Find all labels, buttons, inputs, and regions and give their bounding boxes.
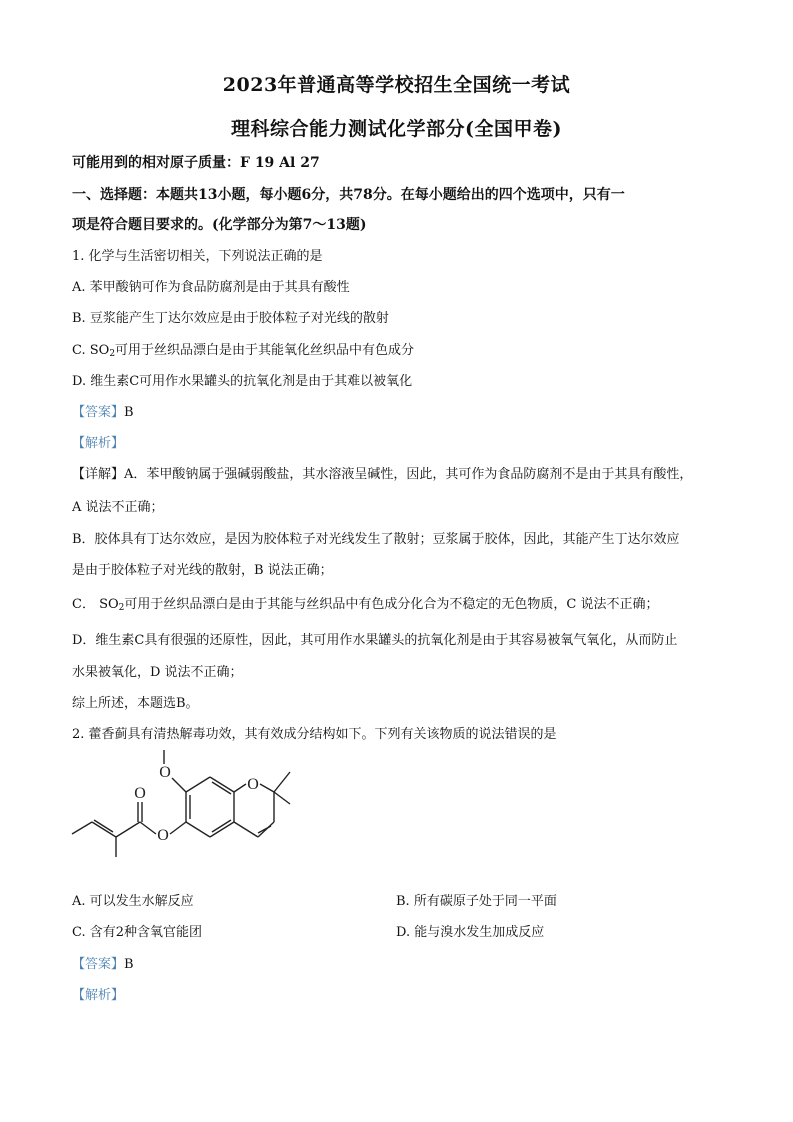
q1-option-d: D. 维生素C可用作水果罐头的抗氧化剂是由于其难以被氧化 xyxy=(72,374,413,389)
detail-tag: 【详解】 xyxy=(72,467,125,482)
doc-subtitle: 理科综合能力测试化学部分(全国甲卷) xyxy=(231,118,562,140)
subscript: 2 xyxy=(118,603,125,613)
q1-option-c-suffix: 可用于丝织品漂白是由于其能氧化丝织品中有色成分 xyxy=(115,343,415,358)
q1-summary: 综上所述，本题选B。 xyxy=(72,696,199,711)
q1-option-b: B. 豆浆能产生丁达尔效应是由于胶体粒子对光线的散射 xyxy=(72,311,389,326)
q2-answer xyxy=(72,953,134,972)
q1-option-a: A. 苯甲酸钠可作为食品防腐剂是由于其具有酸性 xyxy=(72,280,350,295)
q2-option-c: C. 含有2种含氧官能团 xyxy=(72,925,203,940)
q2-stem: 2. 藿香蓟具有清热解毒功效，其有效成分结构如下。下列有关该物质的说法错误的是 xyxy=(72,727,557,742)
detail-text: A．苯甲酸钠属于强碱弱酸盐，其水溶液呈碱性，因此，其可作为食品防腐剂不是由于其具有酸性， xyxy=(124,467,693,482)
q1-option-c xyxy=(72,339,414,359)
q1-stem: 1. 化学与生活密切相关，下列说法正确的是 xyxy=(72,249,323,264)
q1-detail-d2: 水果被氧化，D 说法不正确； xyxy=(72,665,243,680)
detail-c-prefix: C． SO xyxy=(72,597,119,612)
subscript: 2 xyxy=(109,349,116,359)
oxygen-label: O xyxy=(247,776,259,793)
answer-value: B xyxy=(124,957,134,972)
section-instructions-1: 一、选择题：本题共13小题，每小题6分，共78分。在每小题给出的四个选项中，只有一 xyxy=(72,187,625,203)
section-instructions-2: 项是符合题目要求的。(化学部分为第7～13题) xyxy=(72,217,367,233)
oxygen-label: O xyxy=(157,827,169,844)
q2-option-a: A. 可以发生水解反应 xyxy=(72,894,194,909)
chemical-structure-diagram xyxy=(68,742,308,857)
doc-title: 2023年普通高等学校招生全国统一考试 xyxy=(222,74,571,96)
answer-value: B xyxy=(124,405,134,420)
oxygen-label: O xyxy=(159,764,171,781)
q2-option-b: B. 所有碳原子处于同一平面 xyxy=(396,894,557,909)
detail-c-suffix: 可用于丝织品漂白是由于其能与丝织品中有色成分化合为不稳定的无色物质，C 说法不正确； xyxy=(124,597,659,612)
atomic-mass-note: 可能用到的相对原子质量：F 19 Al 27 xyxy=(72,155,320,171)
q1-detail-a1 xyxy=(72,463,692,482)
q1-option-c-prefix: C. SO xyxy=(72,343,110,358)
q1-detail-b2: 是由于胶体粒子对光线的散射，B 说法正确； xyxy=(72,563,333,578)
answer-tag: 【答案】 xyxy=(72,957,125,972)
oxygen-label: O xyxy=(134,785,146,802)
q2-option-d: D. 能与溴水发生加成反应 xyxy=(396,925,545,940)
q1-answer xyxy=(72,401,134,420)
q1-detail-c xyxy=(72,593,658,613)
q1-detail-b1: B．胶体具有丁达尔效应，是因为胶体粒子对光线发生了散射；豆浆属于胶体，因此，其能产生丁达尔效应 xyxy=(72,532,680,547)
answer-tag: 【答案】 xyxy=(72,405,125,420)
q2-analysis-tag: 【解析】 xyxy=(72,988,125,1003)
q1-detail-d1: D．维生素C具有很强的还原性，因此，其可用作水果罐头的抗氧化剂是由于其容易被氧气氧化，从而防止 xyxy=(72,633,678,648)
q1-detail-a2: A 说法不正确； xyxy=(72,500,164,515)
q1-analysis-tag: 【解析】 xyxy=(72,436,125,451)
